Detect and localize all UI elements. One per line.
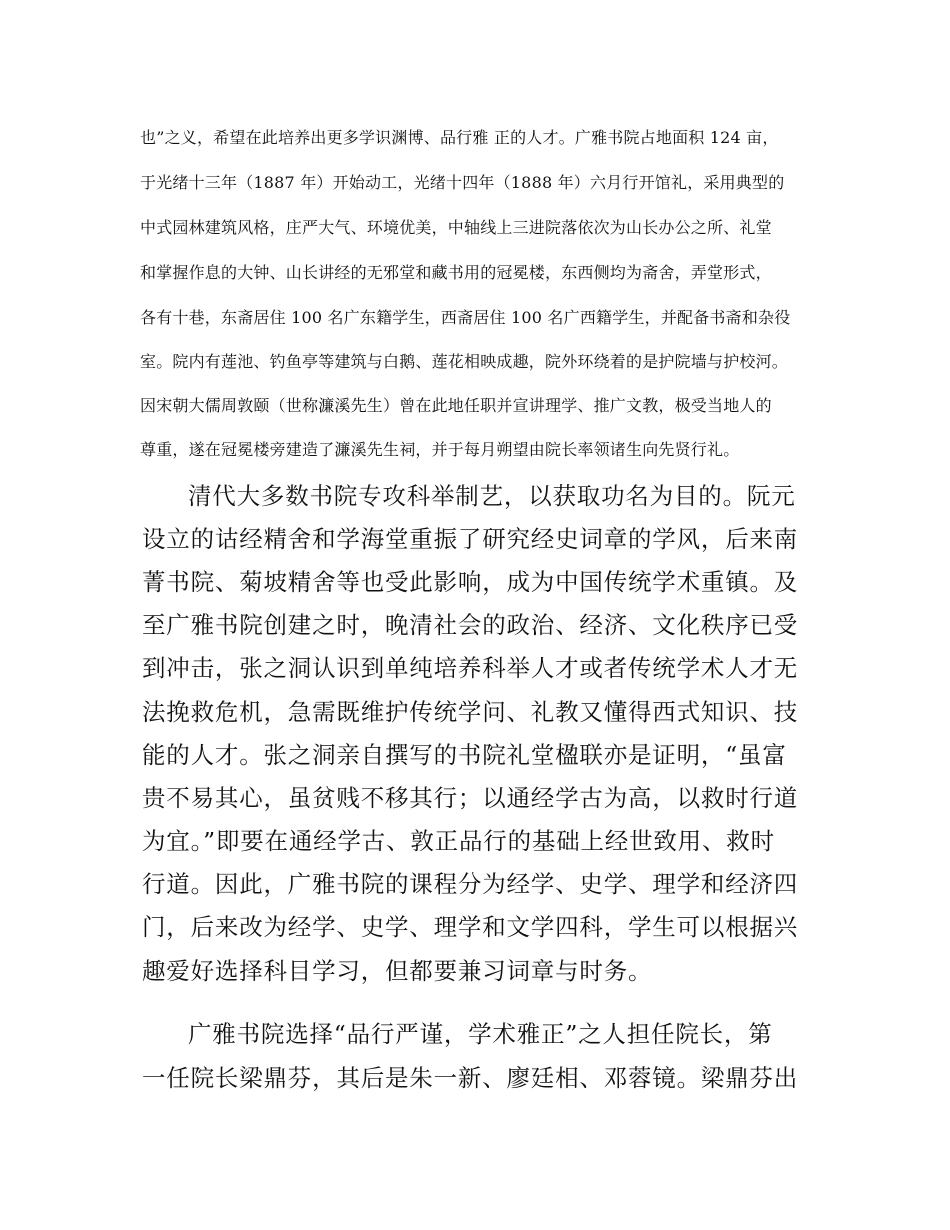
text-line: 贵不易其心，虽贫贱不移其行；以通经学古为高，以救时行道: [142, 784, 799, 812]
paragraph-first-line: 清代大多数书院专攻科举制艺，以获取功名为目的。阮元: [188, 482, 796, 510]
text-line: 和掌握作息的大钟、山长讲经的无邪堂和藏书用的冠冕楼，东西侧均为斋舍，弄堂形式，: [140, 263, 772, 282]
text-line: 至广雅书院创建之时，晚清社会的政治、经济、文化秩序已受: [142, 611, 799, 639]
paragraph-first-line: 广雅书院选择“品行严谨，学术雅正”之人担任院长，第: [188, 1020, 773, 1048]
text-line: 菁书院、菊坡精舍等也受此影响，成为中国传统学术重镇。及: [142, 568, 799, 596]
text-line: 门，后来改为经学、史学、理学和文学四科，学生可以根据兴: [142, 913, 799, 941]
text-line: 也”之义，希望在此培养出更多学识渊博、品行雅 正的人才。广雅书院占地面积 124 亩，: [140, 128, 779, 147]
text-line: 到冲击，张之洞认识到单纯培养科举人才或者传统学术人才无: [142, 654, 799, 682]
text-line: 法挽救危机，急需既维护传统学问、礼教又懂得西式知识、技: [142, 698, 799, 726]
text-line: 趣爱好选择科目学习，但都要兼习词章与时务。: [142, 957, 653, 985]
text-line: 因宋朝大儒周敦颐（世称濂溪先生）曾在此地任职并宣讲理学、推广文教，极受当地人的: [140, 396, 772, 415]
text-line: 行道。因此，广雅书院的课程分为经学、史学、理学和经济四: [142, 870, 799, 898]
text-line: 于光绪十三年（1887 年）开始动工，光绪十四年（1888 年）六月行开馆礼，采用典型的: [140, 173, 785, 192]
text-line: 设立的诂经精舍和学海堂重振了研究经史词章的学风，后来南: [142, 525, 799, 553]
text-line: 能的人才。张之洞亲自撰写的书院礼堂楹联亦是证明，“虽富: [142, 741, 787, 769]
text-line: 尊重，遂在冠冕楼旁建造了濂溪先生祠，并于每月朔望由院长率领诸生向先贤行礼。: [140, 440, 740, 459]
text-line: 一任院长梁鼎芬，其后是朱一新、廖廷相、邓蓉镜。梁鼎芬出: [142, 1064, 799, 1092]
text-line: 为宜。”即要在通经学古、敦正品行的基础上经世致用、救时: [142, 827, 775, 855]
text-line: 各有十巷，东斋居住 100 名广东籍学生，西斋居住 100 名广西籍学生，并配备书斋和杂役: [140, 308, 791, 327]
text-line: 室。院内有莲池、钓鱼亭等建筑与白鹅、莲花相映成趣，院外环绕着的是护院墙与护校河。: [140, 352, 789, 371]
text-line: 中式园林建筑风格，庄严大气、环境优美，中轴线上三进院落依次为山长办公之所、礼堂: [140, 218, 772, 237]
